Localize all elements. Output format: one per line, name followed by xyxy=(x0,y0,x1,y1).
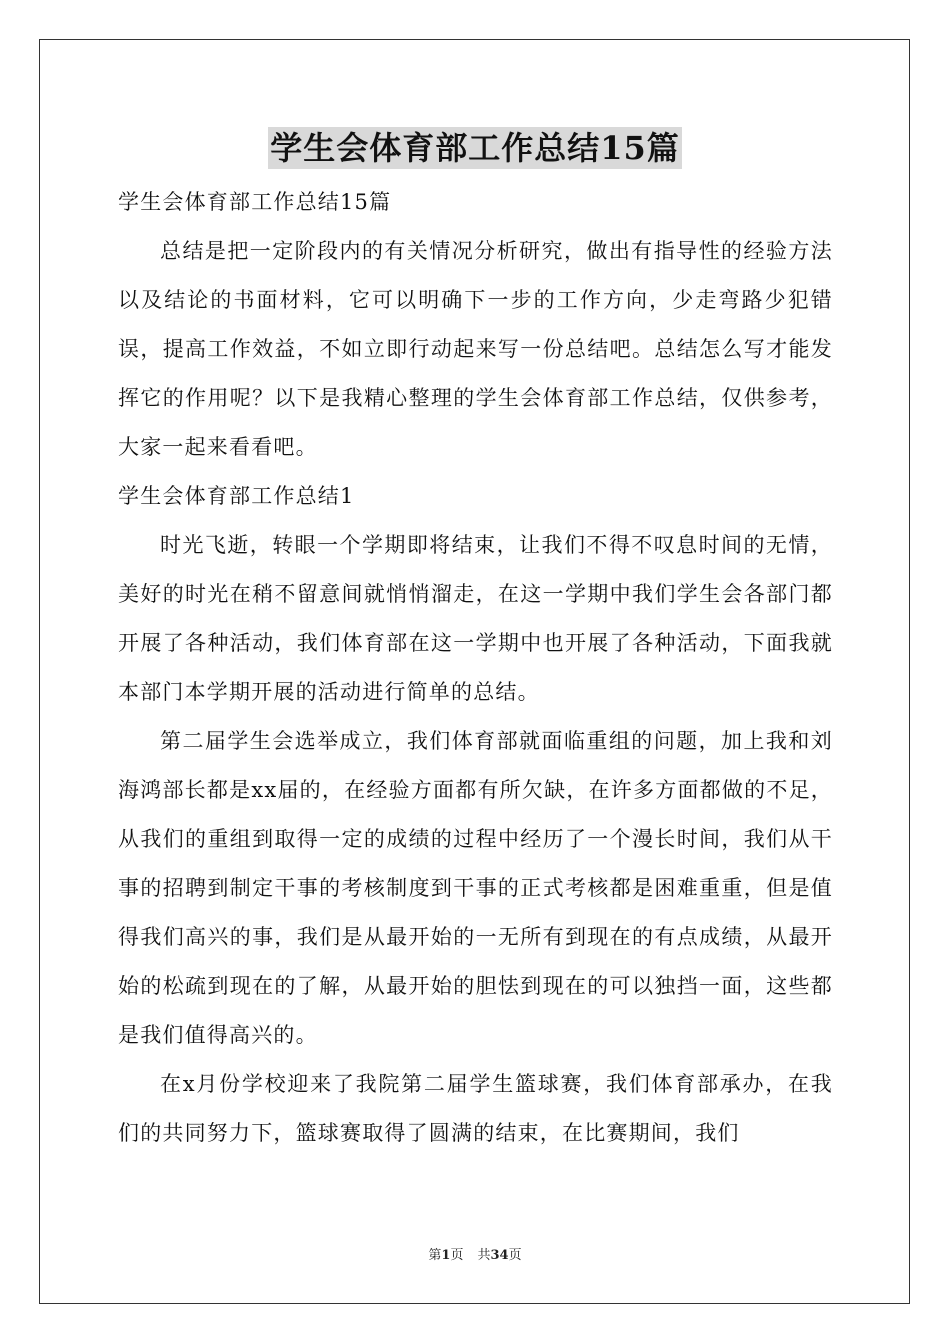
body-paragraph: 在x月份学校迎来了我院第二届学生篮球赛，我们体育部承办，在我们的共同努力下，篮球赛取得了圆满的结束，在比赛期间，我们 xyxy=(118,1072,833,1145)
section-heading: 学生会体育部工作总结1 xyxy=(118,484,355,508)
page-prefix: 第 xyxy=(428,1248,442,1263)
page-suffix: 页 xyxy=(450,1248,464,1263)
intro-paragraph: 总结是把一定阶段内的有关情况分析研究，做出有指导性的经验方法以及结论的书面材料，它可以明确下一步的工作方向，少走弯路少犯错误，提高工作效益，不如立即行动起来写一份总结吧。总结怎么写才能发挥它的作用呢？以下是我精心整理的学生会体育部工作总结，仅供参考，大家一起来看看吧。 xyxy=(118,239,833,459)
document-title: 学生会体育部工作总结15篇 xyxy=(270,129,680,167)
page-footer xyxy=(0,1244,950,1263)
body-paragraph: 第二届学生会选举成立，我们体育部就面临重组的问题，加上我和刘海鸿部长都是xx届的，在经验方面都有所欠缺，在许多方面都做的不足，从我们的重组到取得一定的成绩的过程中经历了一个漫长时间，我们从干事的招聘到制定干事的考核制度到干事的正式考核都是困难重重，但是值得我们高兴的事，我们是从最开始的一无所有到现在的有点成绩，从最开始的松疏到现在的了解，从最开始的胆怯到现在的可以独挡一面，这些都是我们值得高兴的。 xyxy=(118,729,833,1047)
body-paragraph: 时光飞逝，转眼一个学期即将结束，让我们不得不叹息时间的无情，美好的时光在稍不留意间就悄悄溜走，在这一学期中我们学生会各部门都开展了各种活动，我们体育部在这一学期中也开展了各种活动，下面我就本部门本学期开展的活动进行简单的总结。 xyxy=(118,533,833,704)
total-prefix: 共 xyxy=(477,1248,491,1263)
document-subtitle: 学生会体育部工作总结15篇 xyxy=(118,190,392,214)
total-suffix: 页 xyxy=(508,1248,522,1263)
title-area xyxy=(0,127,950,169)
page-number: 1 xyxy=(441,1248,451,1263)
total-pages: 34 xyxy=(490,1248,509,1263)
document-body xyxy=(118,178,833,1158)
